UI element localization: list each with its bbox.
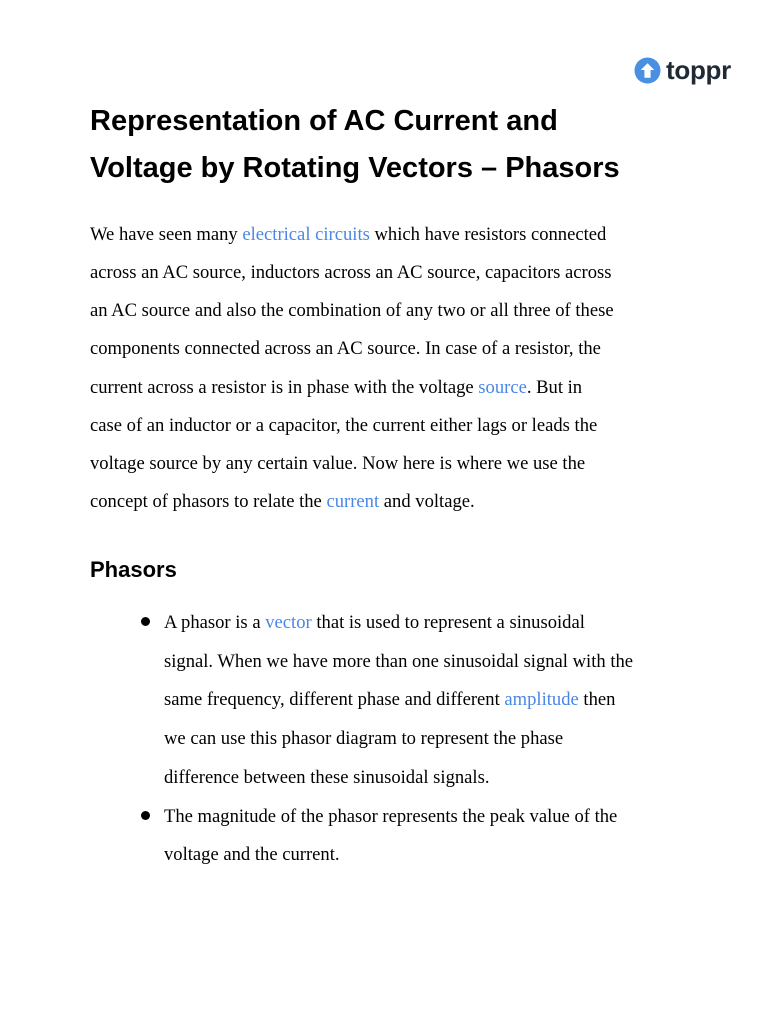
bullet-1-line-2: signal. When we have more than one sinusoidal signal with the bbox=[164, 650, 634, 672]
link-current[interactable]: current bbox=[326, 491, 380, 513]
intro-line-8 bbox=[90, 483, 690, 521]
bullet-1-line-4: we can use this phasor diagram to represent the phase bbox=[164, 728, 564, 750]
bullet-1-line-3 bbox=[164, 681, 768, 720]
link-electrical-circuits[interactable]: electrical circuits bbox=[242, 224, 370, 245]
text-run: then bbox=[578, 689, 616, 711]
bullet-1-line-1 bbox=[164, 604, 768, 643]
section-heading: Phasors bbox=[90, 557, 177, 582]
title-line-1: Representation of AC Current and bbox=[90, 105, 558, 137]
text-run: and voltage. bbox=[379, 491, 475, 513]
intro-paragraph bbox=[90, 216, 690, 521]
text-run: . But in bbox=[526, 376, 583, 398]
link-source[interactable]: source bbox=[478, 376, 527, 398]
brand-name: toppr bbox=[666, 55, 731, 85]
intro-line-7: voltage source by any certain value. Now here is where we use the bbox=[90, 452, 586, 474]
text-run: which have resistors connected bbox=[369, 224, 607, 245]
bullet-icon bbox=[141, 617, 150, 626]
title-line-2: Voltage by Rotating Vectors – Phasors bbox=[90, 152, 620, 184]
intro-line-1 bbox=[90, 216, 690, 254]
toppr-logo[interactable] bbox=[634, 55, 731, 85]
phasor-bullet-list bbox=[0, 604, 768, 875]
text-run: current across a resistor is in phase with the voltage bbox=[90, 376, 479, 398]
bullet-icon bbox=[141, 811, 150, 820]
bullet-1-line-5: difference between these sinusoidal signals. bbox=[164, 766, 490, 788]
intro-line-4: components connected across an AC source. In case of a resistor, the bbox=[90, 338, 601, 360]
page-title bbox=[90, 98, 710, 192]
link-vector[interactable]: vector bbox=[265, 612, 312, 633]
intro-line-5 bbox=[90, 369, 690, 407]
link-amplitude[interactable]: amplitude bbox=[504, 689, 579, 711]
up-arrow-circle-icon bbox=[634, 57, 661, 84]
bullet-2-line-1: The magnitude of the phasor represents the peak value of the bbox=[164, 805, 618, 827]
list-item bbox=[0, 604, 768, 798]
text-run: that is used to represent a sinusoidal bbox=[311, 612, 585, 633]
bullet-2-line-2: voltage and the current. bbox=[164, 844, 340, 866]
text-run: A phasor is a bbox=[164, 612, 266, 633]
text-run: same frequency, different phase and different bbox=[164, 689, 505, 711]
list-item bbox=[0, 798, 768, 875]
intro-line-6: case of an inductor or a capacitor, the current either lags or leads the bbox=[90, 414, 598, 436]
intro-line-3: an AC source and also the combination of any two or all three of these bbox=[90, 300, 614, 322]
text-run: concept of phasors to relate the bbox=[90, 491, 327, 513]
text-run: We have seen many bbox=[90, 224, 243, 245]
intro-line-2: across an AC source, inductors across an AC source, capacitors across bbox=[90, 262, 612, 284]
